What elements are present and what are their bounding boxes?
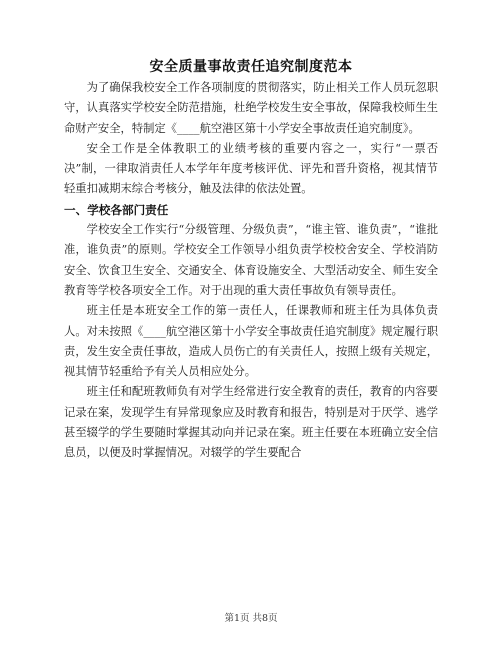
document-title: 安全质量事故责任追究制度范本 xyxy=(149,59,353,75)
body-paragraph: 班主任是本班安全工作的第一责任人，任课教师和班主任为具体负责人。对未按照《____航空港区第十小学安全事故责任追究制度》规定履行职责，发生安全责任事故，造成人员伤亡的有关责任人，按照上级有关规定，视其情节轻重给予有关人员相应处分。 xyxy=(64,304,438,379)
body-paragraph: 班主任和配班教师负有对学生经常进行安全教育的责任，教育的内容要记录在案，发现学生有异常现象应及时教育和报告，特别是对于厌学、逃学甚至辍学的学生要随时掌握其动向并记录在案。班主任要在本班确立安全信息员，以便及时掌握情况。对辍学的学生要配合 xyxy=(64,385,438,460)
page-footer: 第1页 共8页 xyxy=(224,613,278,624)
document-body xyxy=(64,78,438,464)
body-paragraph: 学校安全工作实行“分级管理、分级负责”，“谁主管、谁负责”，“谁批准，谁负责”的原则。学校安全工作领导小组负责学校校舍安全、学校消防安全、饮食卫生安全、交通安全、体育设施安全、大型活动安全、师生安全教育等学校各项安全工作。对于出现的重大责任事故负有领导责任。 xyxy=(64,223,438,297)
section-heading: 一、学校各部门责任 xyxy=(64,202,169,217)
body-paragraph: 为了确保我校安全工作各项制度的贯彻落实，防止相关工作人员玩忽职守，认真落实学校安全防范措施，杜绝学校发生安全事故，保障我校师生生命财产安全，特制定《____航空港区第十小学安全事故责任追究制度》。 xyxy=(64,81,438,135)
body-paragraph: 安全工作是全体教职工的业绩考核的重要内容之一，实行“一票否决”制，一律取消责任人本学年年度考核评优、评先和晋升资格，视其情节轻重扣减期末综合考核分，触及法律的依法处置。 xyxy=(64,141,438,196)
